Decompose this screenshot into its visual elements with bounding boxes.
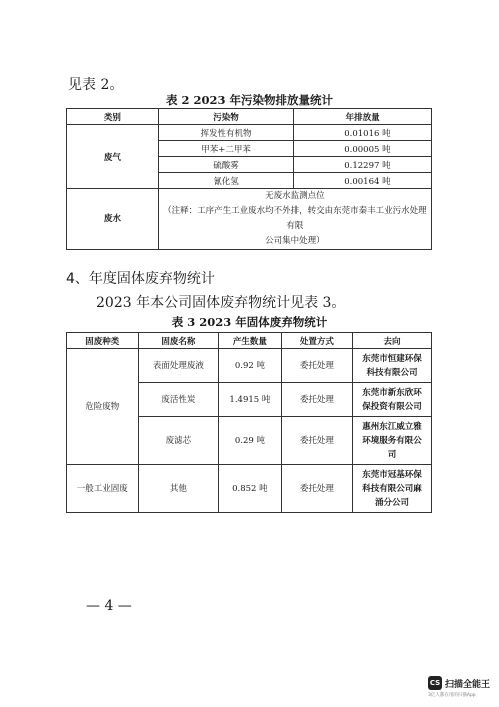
watermark-app-name: 扫描全能王 — [445, 679, 491, 690]
water-note-line: （注释：工序产生工业废水均不外排，转交由东莞市秦丰工业污水处理有限 — [163, 206, 427, 231]
disposal-cell: 委托处理 — [281, 417, 353, 465]
header-amount: 年排放量 — [294, 109, 432, 125]
watermark-tagline: 3亿人都在用的扫描App — [428, 693, 476, 698]
destination-cell — [353, 417, 432, 465]
water-note-line: 无废水监测点位 — [265, 191, 325, 201]
water-note-cell — [158, 189, 431, 250]
destination-cell — [353, 465, 432, 513]
header-quantity: 产生数量 — [219, 333, 281, 349]
destination-cell — [353, 349, 432, 383]
disposal-cell: 委托处理 — [281, 349, 353, 383]
header-disposal: 处置方式 — [281, 333, 353, 349]
destination-line: 科技有限公司 — [366, 367, 418, 378]
table2-caption: 表 2 2023 年污染物排放量统计 — [165, 93, 334, 107]
table-row — [67, 465, 432, 513]
section-heading: 4、年度固体废弃物统计 — [66, 271, 215, 287]
waste-name-cell: 废滤芯 — [138, 417, 219, 465]
destination-line: 司 — [387, 449, 397, 460]
amount-cell: 0.00005 吨 — [294, 141, 432, 157]
table-header-row — [67, 109, 432, 125]
category-cell: 废气 — [67, 125, 159, 189]
table-row — [67, 349, 432, 383]
waste-type-cell: 危险废物 — [67, 349, 139, 465]
quantity-cell: 0.92 吨 — [219, 349, 281, 383]
pollutant-cell: 挥发性有机物 — [158, 125, 293, 141]
section-paragraph: 2023 年本公司固体废弃物统计见表 3。 — [96, 295, 346, 311]
pollutant-cell: 氰化氢 — [158, 173, 293, 189]
amount-cell: 0.01016 吨 — [294, 125, 432, 141]
waste-name-cell: 表面处理废液 — [138, 349, 219, 383]
pollutant-cell: 甲苯+二甲苯 — [158, 141, 293, 157]
destination-line: 东莞市恒建环保 — [362, 353, 422, 364]
solid-waste-table — [66, 332, 432, 513]
table-row — [67, 189, 432, 250]
destination-line: 惠州东江威立雅 — [362, 421, 422, 432]
waste-name-cell: 废活性炭 — [138, 383, 219, 417]
pollutant-table — [66, 108, 432, 250]
header-pollutant: 污染物 — [158, 109, 293, 125]
destination-line: 东莞市冠基环保 — [362, 469, 422, 480]
destination-line: 环境服务有限公 — [362, 435, 422, 446]
quantity-cell: 1.4915 吨 — [219, 383, 281, 417]
destination-line: 涌分公司 — [375, 497, 410, 508]
destination-cell — [353, 383, 432, 417]
disposal-cell: 委托处理 — [281, 465, 353, 513]
header-destination: 去向 — [353, 333, 432, 349]
table-header-row — [67, 333, 432, 349]
destination-line: 东莞市新东欣环 — [362, 387, 422, 398]
destination-line: 保投资有限公司 — [362, 401, 422, 412]
amount-cell: 0.00164 吨 — [294, 173, 432, 189]
pollutant-cell: 硫酸雾 — [158, 157, 293, 173]
header-waste-name: 固废名称 — [138, 333, 219, 349]
header-category: 类别 — [67, 109, 159, 125]
disposal-cell: 委托处理 — [281, 383, 353, 417]
category-cell: 废水 — [67, 189, 159, 250]
table-row — [67, 125, 432, 141]
waste-type-cell: 一般工业固废 — [67, 465, 139, 513]
destination-line: 科技有限公司麻 — [362, 483, 422, 494]
quantity-cell: 0.29 吨 — [219, 417, 281, 465]
page-number: — 4 — — [86, 598, 132, 614]
intro-text: 见表 2。 — [68, 77, 124, 93]
scanner-watermark — [428, 676, 490, 690]
header-waste-type: 固废种类 — [67, 333, 139, 349]
quantity-cell: 0.852 吨 — [219, 465, 281, 513]
waste-name-cell: 其他 — [138, 465, 219, 513]
table3-caption: 表 3 2023 年固体废弃物统计 — [171, 315, 328, 329]
amount-cell: 0.12297 吨 — [294, 157, 432, 173]
water-note-line: 公司集中处理） — [265, 236, 325, 246]
camscanner-logo-icon: CS — [428, 676, 442, 690]
